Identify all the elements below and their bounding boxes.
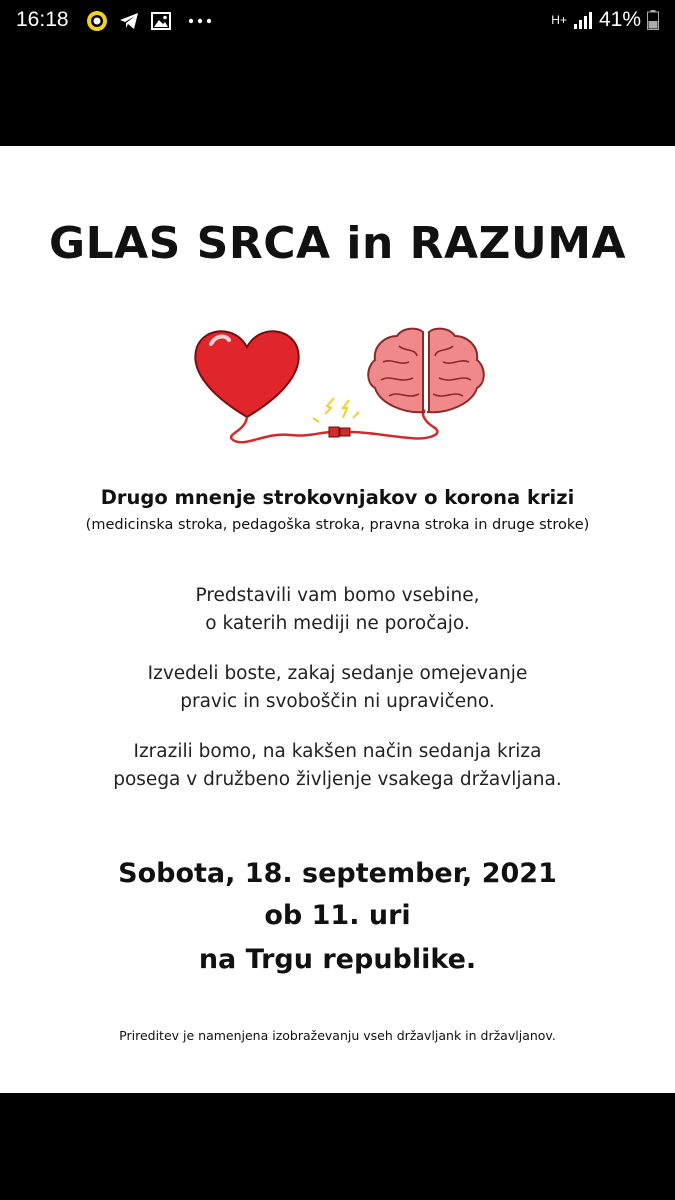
event-date: Sobota, 18. september, 2021 — [118, 858, 557, 889]
gallery-icon — [150, 10, 172, 32]
event-place: na Trgu republike. — [198, 944, 477, 975]
subtitle-note: (medicinska stroka, pedagoška stroka, pravna stroka in druge stroke) — [85, 517, 590, 533]
poster — [0, 146, 675, 1093]
paragraph-line: Izrazili bomo, na kakšen način sedanja kriza — [133, 741, 542, 762]
brain-icon — [368, 329, 484, 413]
paragraph-line: Izvedeli boste, zakaj sedanje omejevanje — [147, 663, 528, 684]
footnote: Prireditev je namenjena izobraževanju vseh državljank in državljanov. — [119, 1028, 556, 1043]
subtitle: Drugo mnenje strokovnjakov o korona krizi — [100, 486, 575, 509]
heart-brain-illustration — [185, 322, 490, 452]
spark-icon — [313, 398, 359, 422]
cable-right — [350, 410, 437, 438]
camera-app-icon — [86, 10, 108, 32]
status-right — [545, 8, 659, 32]
battery-percent: 41% — [598, 8, 641, 31]
battery-icon — [647, 10, 659, 30]
paragraph-3 — [0, 738, 675, 794]
paragraph-line: posega v družbeno življenje vsakega državljana. — [113, 769, 562, 790]
event-time: ob 11. uri — [264, 900, 411, 931]
telegram-icon — [118, 10, 140, 32]
clock: 16:18 — [16, 8, 69, 31]
poster-title: GLAS SRCA in RAZUMA — [48, 218, 627, 269]
paragraph-line: pravic in svoboščin ni upravičeno. — [180, 691, 495, 712]
paragraph-line: Predstavili vam bomo vsebine, — [195, 585, 480, 606]
more-dots-icon — [188, 18, 212, 24]
paragraph-1 — [0, 582, 675, 638]
plug-icon — [329, 427, 339, 437]
signal-icon — [573, 11, 593, 29]
paragraph-2 — [0, 660, 675, 716]
paragraph-line: o katerih mediji ne poročajo. — [205, 613, 470, 634]
network-type-label: H+ — [551, 13, 567, 27]
status-bar — [0, 0, 675, 44]
heart-icon — [195, 331, 298, 417]
